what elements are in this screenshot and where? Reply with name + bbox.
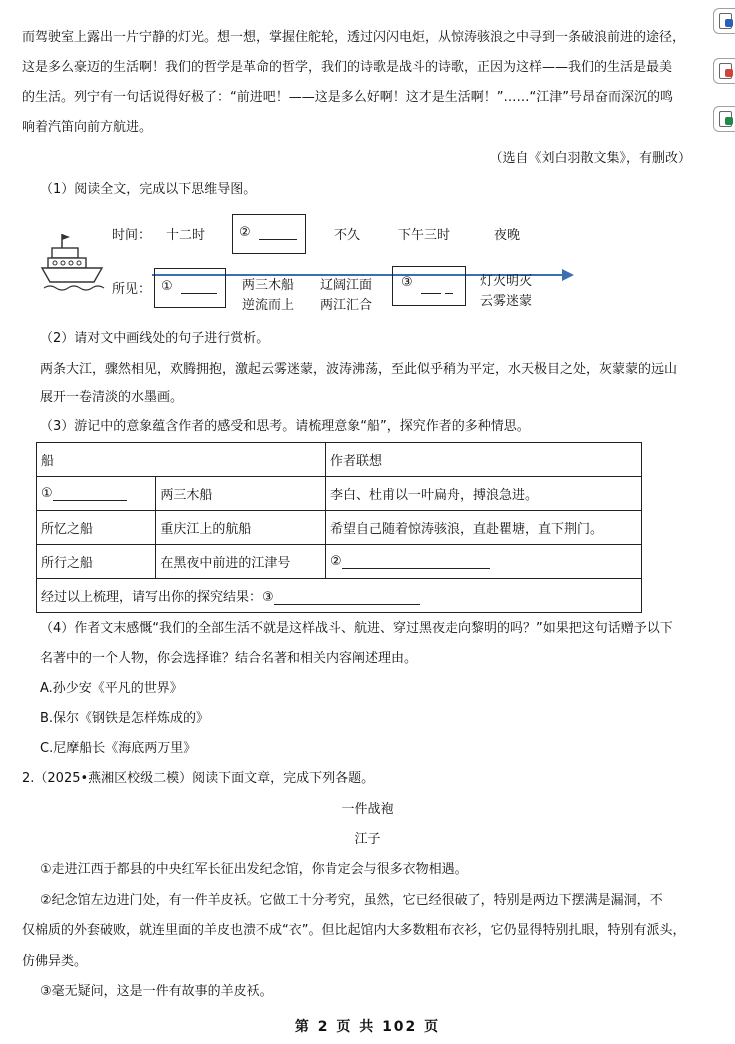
table-cell [326,545,642,579]
option-a: A.孙少安《平凡的世界》 [40,681,183,696]
blank-number: ① [41,486,53,501]
excel-icon[interactable] [713,106,735,132]
q2-prompt: （2）请对文中画线处的句子进行赏析。 [40,331,270,346]
word-icon[interactable] [713,8,735,34]
table-cell: 希望自己随着惊涛骇浪，直赴瞿塘，直下荆门。 [326,511,642,545]
article-author: 江子 [354,832,381,847]
table-cell: 重庆江上的航船 [156,511,326,545]
table-row [37,477,642,511]
page-footer: 第 2 页 共 102 页 [294,1019,441,1035]
article-paragraph: ③毫无疑问，这是一件有故事的羊皮袄。 [40,984,273,999]
table-cell: 在黑夜中前进的江津号 [156,545,326,579]
table-row [37,545,642,579]
arrow-head-icon [562,269,574,281]
table-row [37,579,642,613]
question-2-header: 2.（2025•燕湘区校级二模）阅读下面文章，完成下列各题。 [22,771,375,786]
answer-box-3 [392,266,466,306]
article-paragraph: ②纪念馆左边进门处，有一件羊皮袄。它做工十分考究，虽然，它已经很破了，特别是两边下摆满是漏洞，不 [40,893,663,908]
table-row [37,511,642,545]
passage-line: 的生活。列宁有一句话说得好极了：“前进吧！——这是多么好啊！这才是生活啊！”……“江津”号昂奋而深沉的鸣 [22,90,673,105]
blank-line[interactable] [181,279,217,294]
table-cell [37,477,156,511]
table-cell: 所行之船 [37,545,156,579]
ship-icon [40,232,106,294]
table-cell: 所忆之船 [37,511,156,545]
time-node: 下午三时 [398,228,451,243]
blank-number: ② [330,554,342,569]
blank-number: ② [239,225,251,240]
table-header: 作者联想 [326,443,642,477]
seen-node: 辽阔江面 [320,278,373,293]
q1-prompt: （1）阅读全文，完成以下思维导图。 [40,182,257,197]
seen-node: 灯火明灭 [480,274,533,289]
seen-label: 所见： [112,282,152,297]
q3-prompt: （3）游记中的意象蕴含作者的感受和思考。请梳理意象“船”，探究作者的多种情思。 [40,419,530,434]
blank-line[interactable] [274,590,420,605]
time-label: 时间： [112,228,152,243]
table-header-row [37,443,642,477]
answer-box-2 [232,214,306,254]
time-node: 夜晚 [494,228,521,243]
article-paragraph: 仿佛异类。 [22,954,88,969]
ship-table [36,442,642,613]
time-node: 不久 [334,228,361,243]
seen-node: 逆流而上 [242,298,295,313]
table-cell [37,579,642,613]
passage-source: （选自《刘白羽散文集》，有删改） [489,151,691,166]
seen-node: 两三木船 [242,278,295,293]
q4-prompt: （4）作者文末感慨“我们的全部生活不就是这样战斗、航进、穿过黑夜走向黎明的吗？”如果把这句话赠予以下 [40,621,673,636]
blank-line[interactable] [53,486,127,501]
q4-prompt: 名著中的一个人物，你会选择谁？结合名著和相关内容阐述理由。 [40,651,418,666]
seen-node: 云雾迷蒙 [480,294,533,309]
table-header: 船 [37,443,326,477]
blank-line[interactable] [445,279,453,294]
pdf-icon[interactable] [713,58,735,84]
option-b: B.保尔《钢铁是怎样炼成的》 [40,711,210,726]
table-cell: 两三木船 [156,477,326,511]
time-node: 十二时 [166,228,206,243]
article-paragraph: 仅棉质的外套破败，就连里面的羊皮也溃不成“衣”。但比起馆内大多数粗布衣衫，它仍显得特别扎眼，特别有派头， [22,923,686,938]
answer-box-1 [154,268,226,308]
mind-map [40,214,560,320]
q2-quote: 两条大江，骤然相见，欢腾拥抱，激起云雾迷蒙，波涛沸荡，至此似乎稍为平定，水天极目之处，灰蒙蒙的远山 [40,362,678,377]
passage-line: 响着汽笛向前方航进。 [22,120,153,135]
blank-number: ① [161,279,173,294]
seen-node: 两江汇合 [320,298,373,313]
blank-line[interactable] [259,225,297,240]
passage-line: 这是多么豪迈的生活啊！我们的哲学是革命的哲学，我们的诗歌是战斗的诗歌，正因为这样——我们的生活是最美 [22,60,673,75]
option-c: C.尼摩船长《海底两万里》 [40,741,197,756]
summary-text: 经过以上梳理，请写出你的探究结果：③ [41,590,274,605]
blank-line[interactable] [342,554,490,569]
article-title: 一件战袍 [341,802,394,817]
passage-line: 而驾驶室上露出一片宁静的灯光。想一想，掌握住舵轮，透过闪闪电炬，从惊涛骇浪之中寻到一条破浪前进的途径， [22,30,686,45]
article-paragraph: ①走进江西于都县的中央红军长征出发纪念馆，你肯定会与很多衣物相遇。 [40,862,468,877]
blank-number: ③ [401,275,413,290]
q2-quote: 展开一卷清淡的水墨画。 [40,390,184,405]
blank-line[interactable] [421,279,441,294]
table-cell: 李白、杜甫以一叶扁舟，搏浪急进。 [326,477,642,511]
